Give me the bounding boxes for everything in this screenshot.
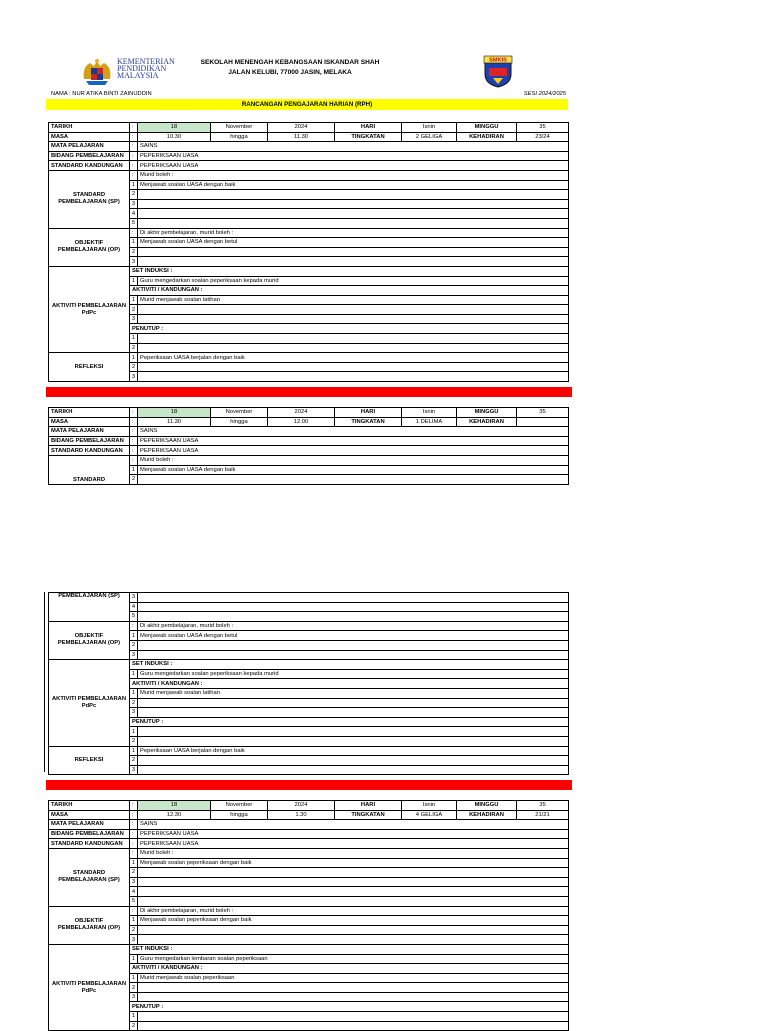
day-value: 18 xyxy=(138,801,211,811)
masa-to: 12.00 xyxy=(268,417,335,427)
sp-label-top: STANDARD xyxy=(49,455,130,484)
minggu-label: MINGGU xyxy=(457,408,517,418)
colon: : xyxy=(130,151,138,161)
lesson-plan-table xyxy=(48,122,569,382)
colon: : xyxy=(130,839,138,849)
op-item-3 xyxy=(138,650,569,660)
standard-k-label: STANDARD KANDUNGAN xyxy=(49,161,130,171)
row-number: 1 xyxy=(130,334,138,344)
refleksi-item-3 xyxy=(138,765,569,775)
op-label: OBJEKTIF PEMBELAJARAN (OP) xyxy=(49,906,130,944)
sp-intro: Murid boleh : xyxy=(138,455,569,465)
minggu-value: 35 xyxy=(517,801,569,811)
year-value: 2024 xyxy=(268,123,335,133)
set-induksi-item-1: Guru mengedarkan soalan peperiksaan kepada murid xyxy=(138,276,569,286)
colon: : xyxy=(130,446,138,456)
row-number: 1 xyxy=(130,688,138,698)
row-number: 3 xyxy=(130,708,138,718)
aktiviti-item-2 xyxy=(138,983,569,993)
row-number: 3 xyxy=(130,257,138,267)
bidang-label: BIDANG PEMBELAJARAN xyxy=(49,829,130,839)
school-badge-icon xyxy=(483,54,513,88)
set-induksi-heading: SET INDUKSI : xyxy=(130,660,569,670)
aktiviti-item-1: Murid menjawab soalan peperiksaan xyxy=(138,973,569,983)
tingkatan-value: 1 DELIMA xyxy=(402,417,457,427)
row-number: 2 xyxy=(130,362,138,372)
colon: : xyxy=(130,848,138,858)
penutup-item-2 xyxy=(138,736,569,746)
op-item-2 xyxy=(138,640,569,650)
row-number: 1 xyxy=(130,727,138,737)
colon: : xyxy=(130,228,138,238)
standard-k-label: STANDARD KANDUNGAN xyxy=(49,839,130,849)
colon: : xyxy=(130,132,138,142)
op-item-2 xyxy=(138,925,569,935)
ministry-line-1: KEMENTERIAN xyxy=(117,57,175,66)
lesson-plan-table xyxy=(48,592,569,775)
sp-item-4 xyxy=(138,209,569,219)
row-number: 3 xyxy=(130,992,138,1002)
month-value: November xyxy=(211,408,268,418)
row-number: 3 xyxy=(130,935,138,945)
tingkatan-label: TINGKATAN xyxy=(335,810,402,820)
row-number: 5 xyxy=(130,896,138,906)
colon: : xyxy=(130,455,138,465)
row-number: 3 xyxy=(130,314,138,324)
row-number: 1 xyxy=(130,858,138,868)
kehadiran-value: 23/24 xyxy=(517,132,569,142)
mata-value: SAINS xyxy=(138,820,569,830)
sp-intro: Murid boleh : xyxy=(138,170,569,180)
row-number: 5 xyxy=(130,612,138,622)
sp-item-2 xyxy=(138,190,569,200)
colon: : xyxy=(130,436,138,446)
refleksi-label: REFLEKSI xyxy=(49,746,130,775)
row-number: 2 xyxy=(130,736,138,746)
section-divider xyxy=(46,387,572,397)
colon: : xyxy=(130,123,138,133)
standard-k-value: PEPERIKSAAN UASA xyxy=(138,446,569,456)
month-value: November xyxy=(211,123,268,133)
bidang-label: BIDANG PEMBELAJARAN xyxy=(49,436,130,446)
mata-label: MATA PELAJARAN xyxy=(49,820,130,830)
row-number: 4 xyxy=(130,887,138,897)
school-address: JALAN KELUBI, 77000 JASIN, MELAKA xyxy=(228,69,352,76)
op-intro: Di akhir pembelajaran, murid boleh : xyxy=(138,228,569,238)
op-intro: Di akhir pembelajaran, murid boleh : xyxy=(138,621,569,631)
set-induksi-item-1: Guru mengedarkan soalan peperiksaan kepada murid xyxy=(138,669,569,679)
tingkatan-value: 4 GELIGA xyxy=(402,810,457,820)
sp-item-4 xyxy=(138,887,569,897)
kehadiran-value xyxy=(517,417,569,427)
aktiviti-item-1: Murid menjawab soalan latihan xyxy=(138,295,569,305)
row-number: 4 xyxy=(130,602,138,612)
tarikh-label: TARIKH xyxy=(49,123,130,133)
page-border-line xyxy=(44,592,45,772)
masa-to: 1.30 xyxy=(268,810,335,820)
set-induksi-heading: SET INDUKSI : xyxy=(130,944,569,954)
sp-item-5 xyxy=(138,218,569,228)
ministry-line-3: MALAYSIA xyxy=(117,71,159,80)
sp-item-1: Menjawab soalan UASA dengan baik xyxy=(138,180,569,190)
month-value: November xyxy=(211,801,268,811)
penutup-item-2 xyxy=(138,343,569,353)
tingkatan-value: 2 GELIGA xyxy=(402,132,457,142)
sp-item-3 xyxy=(138,877,569,887)
aktiviti-item-3 xyxy=(138,992,569,1002)
standard-k-label: STANDARD KANDUNGAN xyxy=(49,446,130,456)
sp-label-bottom: PEMBELAJARAN (SP) xyxy=(49,593,130,622)
mata-label: MATA PELAJARAN xyxy=(49,427,130,437)
penutup-item-1 xyxy=(138,727,569,737)
row-number: 2 xyxy=(130,475,138,485)
row-number: 1 xyxy=(130,276,138,286)
masa-from: 12.30 xyxy=(138,810,211,820)
refleksi-label: REFLEKSI xyxy=(49,353,130,382)
mata-value: SAINS xyxy=(138,142,569,152)
lesson-plan-2-bottom xyxy=(48,592,568,772)
sp-label: STANDARD PEMBELAJARAN (SP) xyxy=(49,170,130,228)
sp-item-2 xyxy=(138,868,569,878)
hari-label: HARI xyxy=(335,801,402,811)
row-number: 2 xyxy=(130,756,138,766)
ministry-crest-icon xyxy=(80,57,114,87)
section-divider xyxy=(46,780,572,790)
mata-label: MATA PELAJARAN xyxy=(49,142,130,152)
row-number: 1 xyxy=(130,631,138,641)
hari-label: HARI xyxy=(335,123,402,133)
kehadiran-label: KEHADIRAN xyxy=(457,132,517,142)
sp-item-4 xyxy=(138,602,569,612)
day-value: 18 xyxy=(138,408,211,418)
sp-label: STANDARD PEMBELAJARAN (SP) xyxy=(49,848,130,906)
hingga-label: hingga xyxy=(211,810,268,820)
set-induksi-item-1: Guru mengedarkan lembaran soalan peperiksaan xyxy=(138,954,569,964)
op-item-1: Menjawab soalan peperiksaan dengan baik xyxy=(138,916,569,926)
colon: : xyxy=(130,621,138,631)
year-value: 2024 xyxy=(268,801,335,811)
refleksi-item-2 xyxy=(138,756,569,766)
row-number: 2 xyxy=(130,1021,138,1031)
op-item-1: Menjawab soalan UASA dengan betul xyxy=(138,631,569,641)
penutup-heading: PENUTUP : xyxy=(130,1002,569,1012)
row-number: 1 xyxy=(130,954,138,964)
session-year: SESI 2024/2025 xyxy=(523,91,566,97)
lesson-plan-1 xyxy=(48,122,568,382)
row-number: 1 xyxy=(130,295,138,305)
row-number: 1 xyxy=(130,1012,138,1022)
row-number: 2 xyxy=(130,343,138,353)
row-number: 2 xyxy=(130,868,138,878)
tingkatan-label: TINGKATAN xyxy=(335,132,402,142)
masa-label: MASA xyxy=(49,417,130,427)
bidang-value: PEPERIKSAAN UASA xyxy=(138,151,569,161)
hari-value: Isnin xyxy=(402,801,457,811)
penutup-item-1 xyxy=(138,1012,569,1022)
op-item-3 xyxy=(138,935,569,945)
sp-item-3 xyxy=(138,593,569,603)
row-number: 1 xyxy=(130,238,138,248)
kehadiran-label: KEHADIRAN xyxy=(457,810,517,820)
colon: : xyxy=(130,417,138,427)
row-number: 1 xyxy=(130,353,138,363)
set-induksi-heading: SET INDUKSI : xyxy=(130,266,569,276)
row-number: 5 xyxy=(130,218,138,228)
refleksi-item-3 xyxy=(138,372,569,382)
colon: : xyxy=(130,906,138,916)
row-number: 3 xyxy=(130,877,138,887)
row-number: 1 xyxy=(130,669,138,679)
bidang-value: PEPERIKSAAN UASA xyxy=(138,436,569,446)
row-number: 2 xyxy=(130,247,138,257)
op-item-3 xyxy=(138,257,569,267)
sp-item-5 xyxy=(138,612,569,622)
colon: : xyxy=(130,820,138,830)
mata-value: SAINS xyxy=(138,427,569,437)
day-value: 18 xyxy=(138,123,211,133)
aktiviti-label: AKTIVITI PEMBELAJARAN PdPc xyxy=(49,944,130,1030)
row-number: 3 xyxy=(130,650,138,660)
standard-k-value: PEPERIKSAAN UASA xyxy=(138,161,569,171)
colon: : xyxy=(130,427,138,437)
colon: : xyxy=(130,801,138,811)
lesson-plan-table xyxy=(48,407,569,485)
colon: : xyxy=(130,142,138,152)
aktiviti-item-2 xyxy=(138,698,569,708)
refleksi-item-1: Peperiksaan UASA berjalan dengan baik xyxy=(138,746,569,756)
aktiviti-item-3 xyxy=(138,314,569,324)
bidang-label: BIDANG PEMBELAJARAN xyxy=(49,151,130,161)
penutup-item-1 xyxy=(138,334,569,344)
colon: : xyxy=(130,810,138,820)
row-number: 2 xyxy=(130,698,138,708)
aktiviti-kandungan-heading: AKTIVITI / KANDUNGAN : xyxy=(130,286,569,296)
sp-intro: Murid boleh : xyxy=(138,848,569,858)
bidang-value: PEPERIKSAAN UASA xyxy=(138,829,569,839)
masa-from: 11.30 xyxy=(138,417,211,427)
penutup-heading: PENUTUP : xyxy=(130,717,569,727)
masa-from: 10.30 xyxy=(138,132,211,142)
hari-value: Isnin xyxy=(402,123,457,133)
hari-label: HARI xyxy=(335,408,402,418)
row-number: 3 xyxy=(130,593,138,603)
school-badge-text: SMKIS xyxy=(489,57,507,64)
op-item-1: Menjawab soalan UASA dengan betul xyxy=(138,238,569,248)
aktiviti-kandungan-heading: AKTIVITI / KANDUNGAN : xyxy=(130,964,569,974)
minggu-label: MINGGU xyxy=(457,801,517,811)
hingga-label: hingga xyxy=(211,132,268,142)
refleksi-item-2 xyxy=(138,362,569,372)
sp-item-5 xyxy=(138,896,569,906)
aktiviti-item-3 xyxy=(138,708,569,718)
ministry-line-2: PENDIDIKAN xyxy=(117,64,167,73)
row-number: 1 xyxy=(130,973,138,983)
refleksi-item-1: Peperiksaan UASA berjalan dengan baik xyxy=(138,353,569,363)
op-label: OBJEKTIF PEMBELAJARAN (OP) xyxy=(49,228,130,266)
row-number: 2 xyxy=(130,305,138,315)
masa-label: MASA xyxy=(49,132,130,142)
sp-item-3 xyxy=(138,199,569,209)
row-number: 3 xyxy=(130,199,138,209)
op-item-2 xyxy=(138,247,569,257)
colon: : xyxy=(130,161,138,171)
tingkatan-label: TINGKATAN xyxy=(335,417,402,427)
hari-value: Isnin xyxy=(402,408,457,418)
minggu-value: 35 xyxy=(517,123,569,133)
tarikh-label: TARIKH xyxy=(49,801,130,811)
aktiviti-kandungan-heading: AKTIVITI / KANDUNGAN : xyxy=(130,679,569,689)
sp-item-2 xyxy=(138,475,569,485)
penutup-heading: PENUTUP : xyxy=(130,324,569,334)
aktiviti-item-2 xyxy=(138,305,569,315)
aktiviti-label: AKTIVITI PEMBELAJARAN PdPc xyxy=(49,266,130,352)
row-number: 4 xyxy=(130,209,138,219)
year-value: 2024 xyxy=(268,408,335,418)
document-header xyxy=(0,0,768,120)
school-line-1: SEKOLAH MENENGAH KEBANGSAAN ISKANDAR SHAH xyxy=(200,59,380,66)
row-number: 1 xyxy=(130,746,138,756)
row-number: 3 xyxy=(130,765,138,775)
op-label: OBJEKTIF PEMBELAJARAN (OP) xyxy=(49,621,130,659)
masa-label: MASA xyxy=(49,810,130,820)
lesson-plan-table xyxy=(48,800,569,1031)
colon: : xyxy=(130,408,138,418)
kehadiran-label: KEHADIRAN xyxy=(457,417,517,427)
op-intro: Di akhir pembelajaran, murid boleh : xyxy=(138,906,569,916)
row-number: 1 xyxy=(130,465,138,475)
minggu-label: MINGGU xyxy=(457,123,517,133)
row-number: 3 xyxy=(130,372,138,382)
colon: : xyxy=(130,170,138,180)
lesson-plan-2-top xyxy=(48,407,568,489)
row-number: 2 xyxy=(130,640,138,650)
row-number: 2 xyxy=(130,190,138,200)
row-number: 1 xyxy=(130,916,138,926)
row-number: 1 xyxy=(130,180,138,190)
row-number: 2 xyxy=(130,925,138,935)
standard-k-value: PEPERIKSAAN UASA xyxy=(138,839,569,849)
document-title: RANCANGAN PENGAJARAN HARIAN (RPH) xyxy=(46,99,568,110)
teacher-name: NAMA : NUR ATIKA BINTI ZAINUDDIN xyxy=(51,91,152,97)
kehadiran-value: 21/21 xyxy=(517,810,569,820)
school-name xyxy=(160,58,420,78)
sp-item-1: Menjawab soalan peperiksaan dengan baik xyxy=(138,858,569,868)
minggu-value: 35 xyxy=(517,408,569,418)
colon: : xyxy=(130,829,138,839)
row-number: 2 xyxy=(130,983,138,993)
hingga-label: hingga xyxy=(211,417,268,427)
penutup-item-2 xyxy=(138,1021,569,1031)
aktiviti-label: AKTIVITI PEMBELAJARAN PdPc xyxy=(49,660,130,746)
tarikh-label: TARIKH xyxy=(49,408,130,418)
aktiviti-item-1: Murid menjawab soalan latihan xyxy=(138,688,569,698)
lesson-plan-3 xyxy=(48,800,568,1029)
sp-item-1: Menjawab soalan UASA dengan baik xyxy=(138,465,569,475)
masa-to: 11.30 xyxy=(268,132,335,142)
